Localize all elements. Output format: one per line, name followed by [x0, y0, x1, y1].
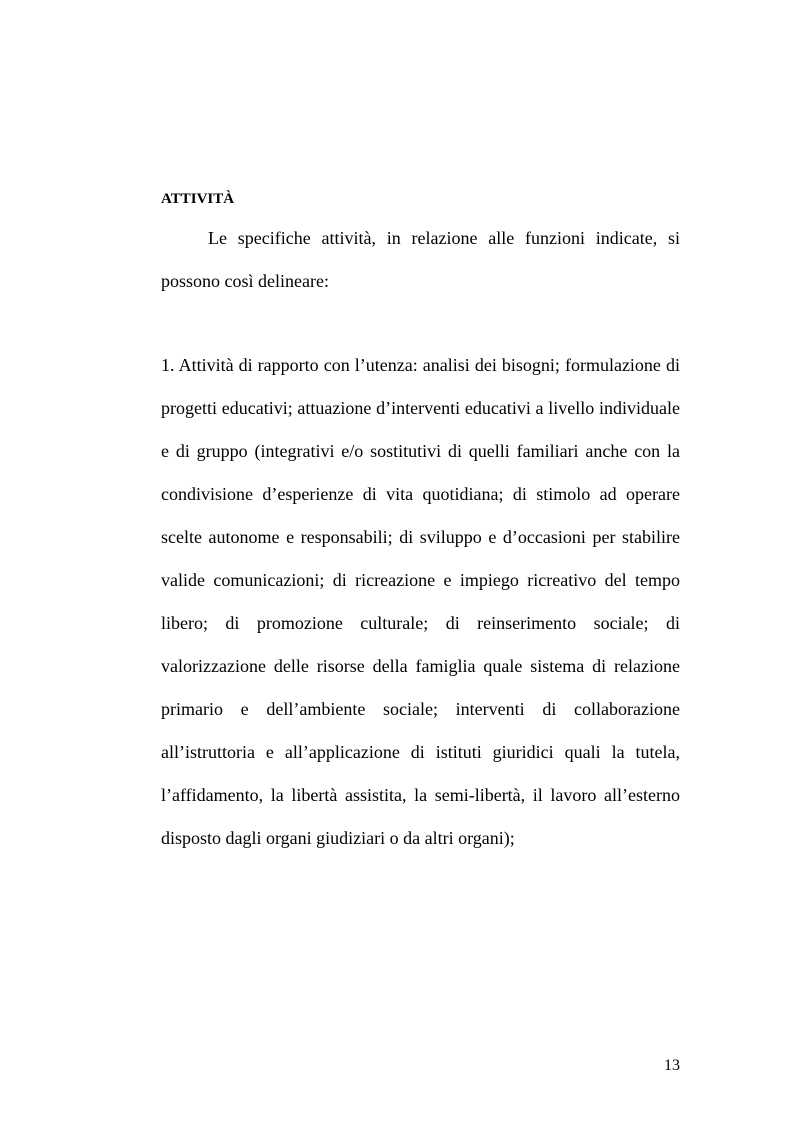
- intro-paragraph: Le specifiche attività, in relazione alle funzioni indicate, si possono così delineare:: [161, 228, 680, 291]
- activity-item-1: 1. Attività di rapporto con l’utenza: analisi dei bisogni; formulazione di progetti educativi; attuazione d’interventi educativi a livello individuale e di gruppo (integrativi e/o sostitutivi di quelli familiari anche con la condivisione d’esperienze di vita quotidiana; di stimolo ad operare scelte autonome e responsabili; di sviluppo e d’occasioni per stabilire valide comunicazioni; di ricreazione e impiego ricreativo del tempo libero; di promozione culturale; di reinserimento sociale; di valorizzazione delle risorse della famiglia quale sistema di relazione primario e dell’ambiente sociale; interventi di collaborazione all’istruttoria e all’applicazione di istituti giuridici quali la tutela, l’affidamento, la libertà assistita, la semi-libertà, il lavoro all’esterno disposto dagli organi giudiziari o da altri organi);: [161, 355, 680, 848]
- section-heading: ATTIVITÀ: [161, 191, 235, 207]
- page-number: 13: [664, 1057, 680, 1074]
